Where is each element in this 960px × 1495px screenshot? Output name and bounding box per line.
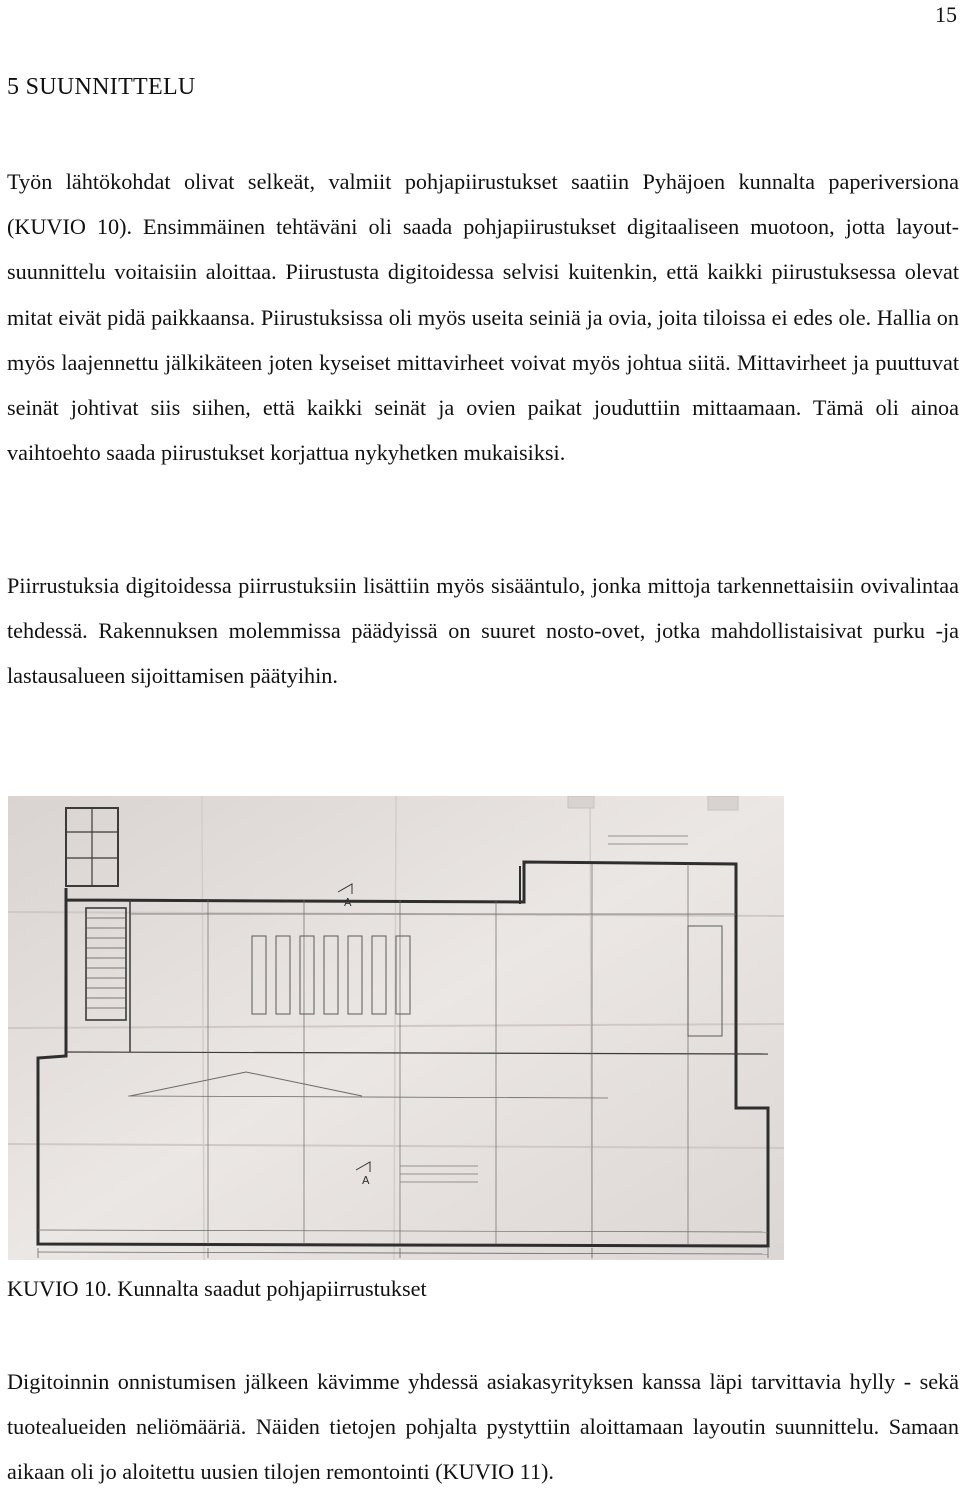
section-heading: 5 SUUNNITTELU [7,74,196,100]
body-paragraph-1: Työn lähtökohdat olivat selkeät, valmiit pohjapiirustukset saatiin Pyhäjoen kunnalta paperiversiona (KUVIO 10). Ensimmäinen tehtäväni oli saada pohjapiirustukset digitaaliseen muotoon, jotta layout-suunnittelu voitaisiin aloittaa. Piirustusta digitoidessa selvisi kuitenkin, että kaikki piirustuksessa olevat mitat eivät pidä paikkaansa. Piirustuksissa oli myös useita seiniä ja ovia, joita tiloissa ei edes ole. Hallia on myös laajennettu jälkikäteen joten kyseiset mittavirheet voivat myös johtua siitä. Mittavirheet ja puuttuvat seinät johtivat siis siihen, että kaikki seinät ja ovien paikat jouduttiin mittaamaan. Tämä oli ainoa vaihtoehto saada piirustukset korjattua nykyhetken mukaisiksi. [7,169,959,466]
figure-caption: KUVIO 10. Kunnalta saadut pohjapiirrustukset [7,1276,427,1301]
floor-plan-photo [8,796,784,1260]
section-marker-a-top: A [344,896,352,909]
floor-plan-drawing [8,796,784,1260]
page-number: 15 [935,2,957,27]
tape-strip [568,796,594,808]
body-paragraph-2: Piirrustuksia digitoidessa piirrustuksiin lisättiin myös sisääntulo, jonka mittoja tarkennettaisiin ovivalintaa tehdessä. Rakennuksen molemmissa päädyissä on suuret nosto-ovet, jotka mahdollistaisivat purku -ja lastausalueen sijoittamisen päätyihin. [7,573,959,689]
body-paragraph-3: Digitoinnin onnistumisen jälkeen kävimme yhdessä asiakasyrityksen kanssa läpi tarvittavia hylly - sekä tuotealueiden neliömääriä. Näiden tietojen pohjalta pystyttiin aloittamaan layoutin suunnittelu. Samaan aikaan oli jo aloitettu uusien tilojen remontointi (KUVIO 11). [7,1369,959,1485]
section-marker-a-bottom: A [362,1174,370,1187]
tape-strip [708,796,738,810]
